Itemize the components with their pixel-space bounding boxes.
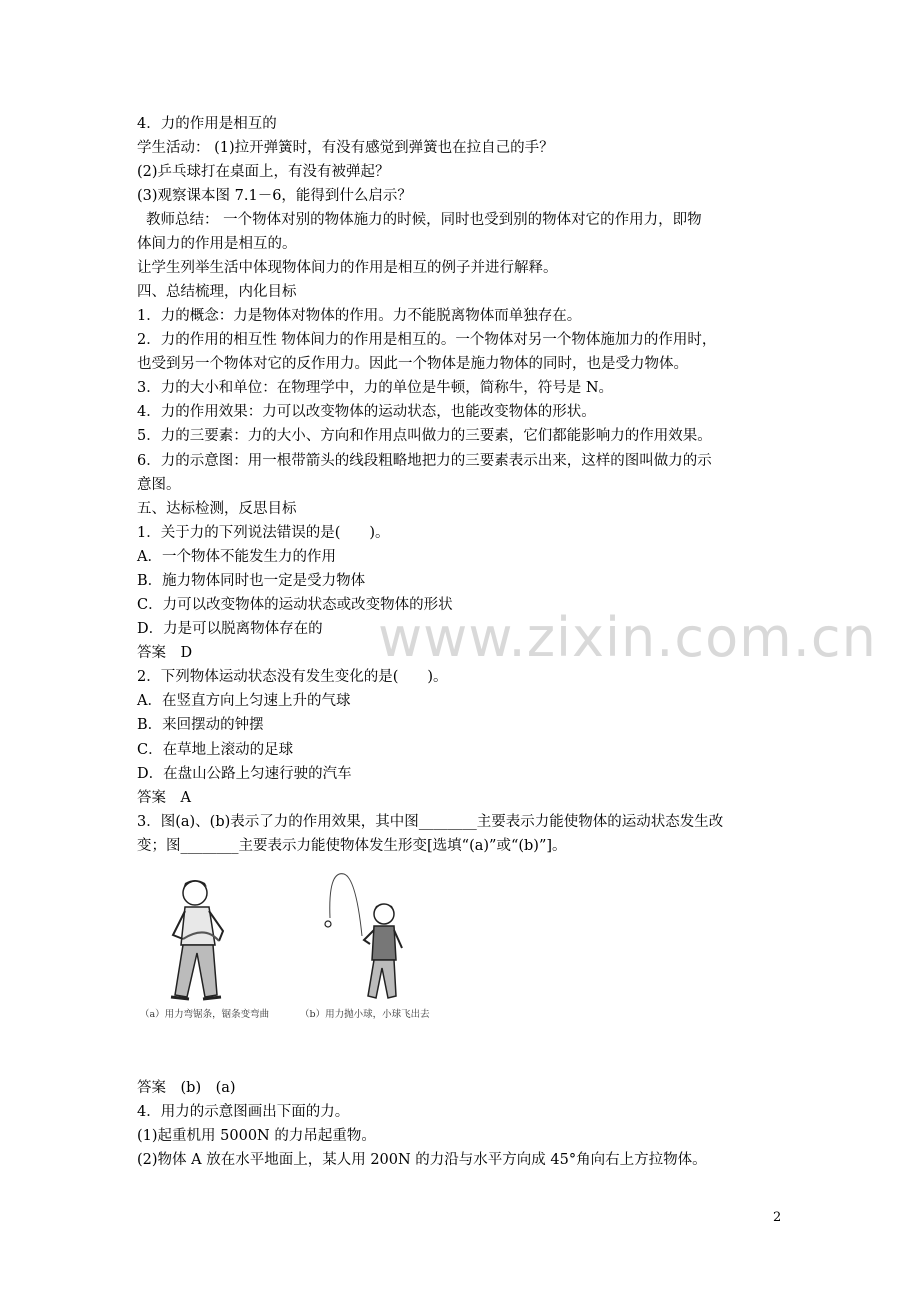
figure-a-caption: （a）用力弯锯条，锯条变弯曲 <box>140 1009 270 1020</box>
text-line: 让学生列举生活中体现物体间力的作用是相互的例子并进行解释。 <box>137 260 558 276</box>
option: A．一个物体不能发生力的作用 <box>137 549 336 565</box>
text-line: (2)乒乓球打在桌面上，有没有被弹起？ <box>137 164 390 180</box>
figure-b-caption: （b）用力抛小球，小球飞出去 <box>300 1009 430 1020</box>
answer: 答案 A <box>137 790 191 806</box>
answer: 答案 D <box>137 645 193 661</box>
question: 1．关于力的下列说法错误的是( )。 <box>137 525 390 541</box>
option: C．在草地上滚动的足球 <box>137 742 294 758</box>
question: 4．用力的示意图画出下面的力。 <box>137 1104 350 1120</box>
figure-a-bending-saw <box>165 875 255 1005</box>
text-line: 4．力的作用效果：力可以改变物体的运动状态，也能改变物体的形状。 <box>137 404 596 420</box>
text-line: 6．力的示意图：用一根带箭头的线段粗略地把力的三要素表示出来，这样的图叫做力的示 <box>137 453 712 469</box>
text-line: 体间力的作用是相互的。 <box>137 236 297 252</box>
text-line: 也受到另一个物体对它的反作用力。因此一个物体是施力物体的同时，也是受力物体。 <box>137 356 688 372</box>
text-line: 变；图________主要表示力能使物体发生形变[选填“(a)”或“(b)”]。 <box>137 838 567 854</box>
text-line: 2．力的作用的相互性 物体间力的作用是相互的。一个物体对另一个物体施加力的作用时， <box>137 332 717 348</box>
text-line: 学生活动： (1)拉开弹簧时，有没有感觉到弹簧也在拉自己的手？ <box>137 140 554 156</box>
section-heading: 四、总结梳理，内化目标 <box>137 284 297 300</box>
answer: 答案 (b) (a) <box>137 1080 236 1096</box>
question: 3．图(a)、(b)表示了力的作用效果，其中图________主要表示力能使物体的运动状态发生改 <box>137 814 724 830</box>
text-line: 5．力的三要素：力的大小、方向和作用点叫做力的三要素，它们都能影响力的作用效果。 <box>137 428 712 444</box>
text-line: 3．力的大小和单位：在物理学中，力的单位是牛顿，简称牛，符号是 N。 <box>137 380 614 396</box>
text-line: (2)物体 A 放在水平地面上，某人用 200N 的力沿与水平方向成 45°角向右上方拉物体。 <box>137 1152 707 1168</box>
option: A．在竖直方向上匀速上升的气球 <box>137 693 351 709</box>
watermark: www.zixin.com.cn <box>378 606 877 669</box>
option: C．力可以改变物体的运动状态或改变物体的形状 <box>137 597 453 613</box>
question: 2．下列物体运动状态没有发生变化的是( )。 <box>137 669 448 685</box>
option: B．施力物体同时也一定是受力物体 <box>137 573 366 589</box>
option: D．在盘山公路上匀速行驶的汽车 <box>137 766 352 782</box>
text-line: 意图。 <box>137 477 181 493</box>
option: D．力是可以脱离物体存在的 <box>137 621 323 637</box>
page-number: 2 <box>773 1210 782 1225</box>
text-line: (3)观察课本图 7.1－6，能得到什么启示？ <box>137 188 412 204</box>
option: B．来回摆动的钟摆 <box>137 717 264 733</box>
figure-b-throwing-ball <box>318 868 408 1005</box>
section-heading: 五、达标检测，反思目标 <box>137 501 297 517</box>
text-line: 4．力的作用是相互的 <box>137 116 277 132</box>
text-line: (1)起重机用 5000N 的力吊起重物。 <box>137 1128 376 1144</box>
text-line: 教师总结： 一个物体对别的物体施力的时候，同时也受到别的物体对它的作用力，即物 <box>146 212 702 228</box>
text-line: 1．力的概念：力是物体对物体的作用。力不能脱离物体而单独存在。 <box>137 308 582 324</box>
